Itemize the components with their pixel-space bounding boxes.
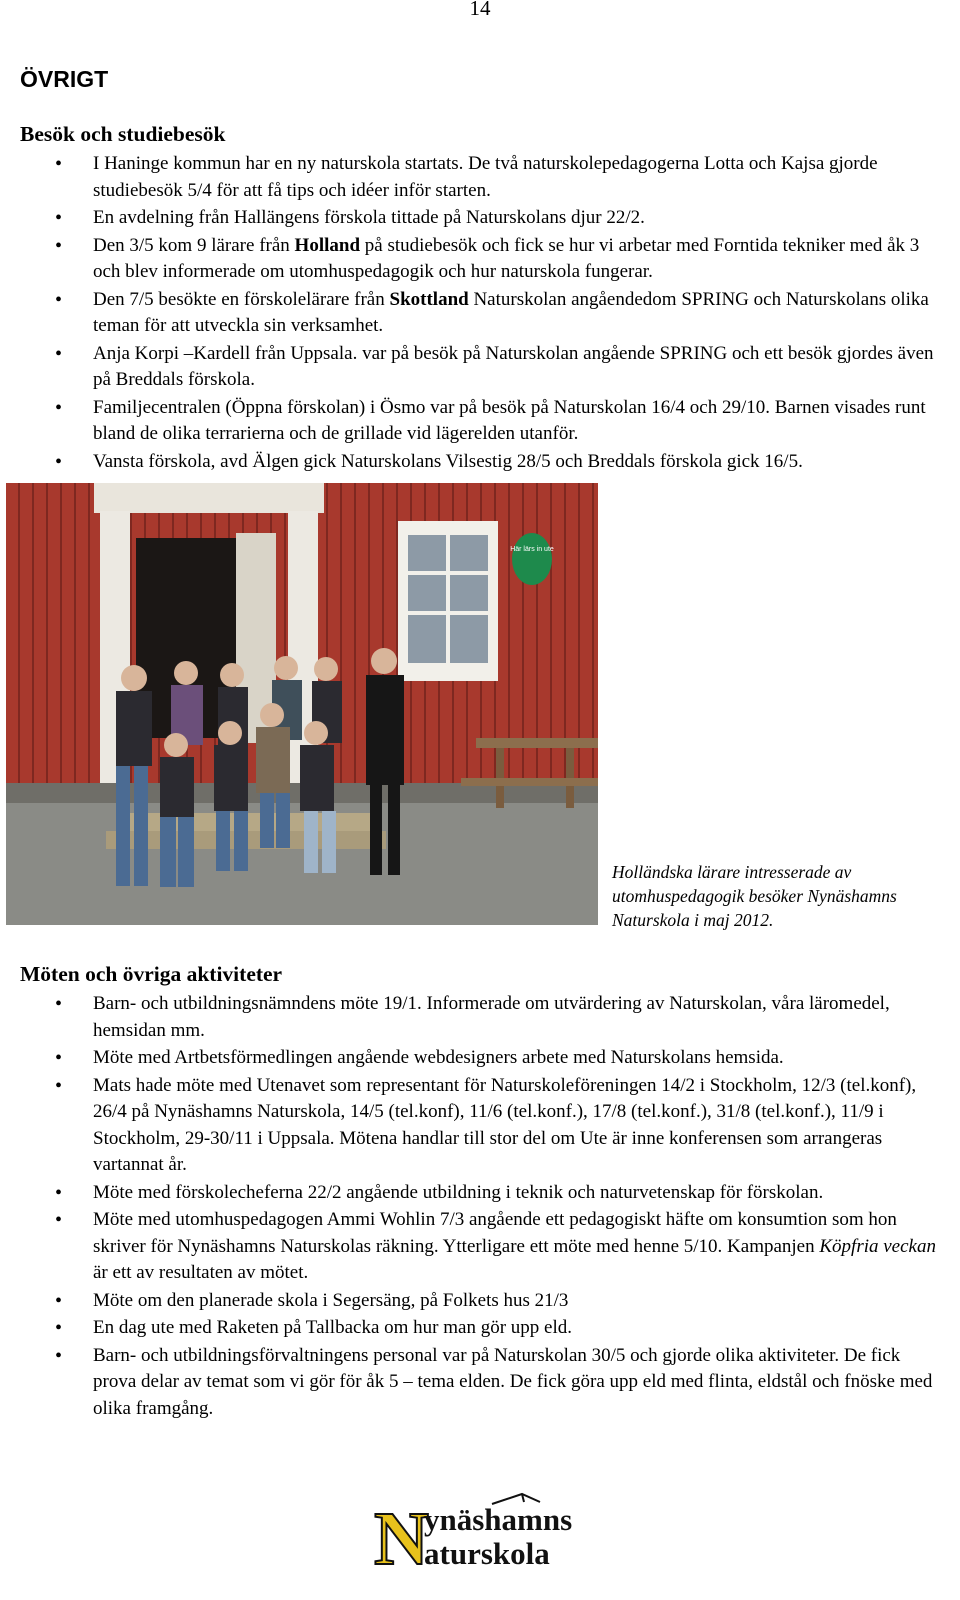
nynashamns-naturskola-logo <box>372 1490 602 1570</box>
list-item: • Familjecentralen (Öppna förskolan) i Ösmo var på besök på Naturskolan 16/4 och 29/10. Barnen visades runt bland de olika terrarierna och de grillade vid lägerelden utanför. <box>93 395 945 448</box>
group-photo <box>6 483 598 925</box>
visits-list <box>20 151 945 476</box>
meetings-list <box>20 991 945 1423</box>
list-item: • En dag ute med Raketen på Tallbacka om hur man gör upp eld. <box>93 1315 945 1342</box>
section-heading-meetings: Möten och övriga aktiviteter <box>20 962 283 986</box>
list-item: • Den 7/5 besökte en förskolelärare från Skottland Naturskolan angåendedom SPRING och Naturskolans olika teman för att utveckla sin verksamhet. <box>93 287 945 340</box>
list-item: • Barn- och utbildningsförvaltningens personal var på Naturskolan 30/5 och gjorde olika aktiviteter. De fick prova delar av temat som vi gör för åk 5 – tema elden. De fick göra upp eld med flinta, eldstål och fnöske med olika framgång. <box>93 1343 945 1423</box>
photo-caption: Holländska lärare intresserade av utomhuspedagogik besöker Nynäshamns Naturskola i maj 2012. <box>612 862 897 930</box>
list-item: • I Haninge kommun har en ny naturskola startats. De två naturskolepedagogerna Lotta och Kajsa gjorde studiebesök 5/4 för att få tips och idéer inför starten. <box>93 151 945 204</box>
page-number: 14 <box>469 0 491 20</box>
list-item: • Möte om den planerade skola i Segersäng, på Folkets hus 21/3 <box>93 1288 945 1315</box>
svg-text:aturskola: aturskola <box>424 1536 550 1570</box>
sign-text: Här lärs in ute <box>510 546 554 553</box>
list-item: • Vansta förskola, avd Älgen gick Naturskolans Vilsestig 28/5 och Breddals förskola gick 16/5. <box>93 449 945 476</box>
list-item: • Möte med utomhuspedagogen Ammi Wohlin 7/3 angående ett pedagogiskt häfte om konsumtion som hon skriver för Nynäshamns Naturskolas räkning. Ytterligare ett möte med henne 5/10. Kampanjen Köpfria veckan är ett av resultaten av mötet. <box>93 1207 945 1287</box>
section-heading-visits: Besök och studiebesök <box>20 122 226 146</box>
svg-text:N: N <box>374 1497 429 1570</box>
list-item: • En avdelning från Hallängens förskola tittade på Naturskolans djur 22/2. <box>93 205 945 232</box>
list-item: • Den 3/5 kom 9 lärare från Holland på studiebesök och fick se hur vi arbetar med Forntida tekniker med åk 3 och blev informerade om utomhuspedagogik och hur naturskola fungerar. <box>93 233 945 286</box>
list-item: • Barn- och utbildningsnämndens möte 19/1. Informerade om utvärdering av Naturskolan, våra läromedel, hemsidan mm. <box>93 991 945 1044</box>
list-item: • Anja Korpi –Kardell från Uppsala. var på besök på Naturskolan angående SPRING och ett besök gjordes även på Breddals förskola. <box>93 341 945 394</box>
list-item: • Mats hade möte med Utenavet som representant för Naturskoleföreningen 14/2 i Stockholm, 12/3 (tel.konf), 26/4 på Nynäshamns Naturskola, 14/5 (tel.konf), 11/6 (tel.konf.), 17/8 (tel.konf.), 31/8 (tel.konf.), 11/9 i Stockholm, 29-30/11 i Uppsala. Mötena handlar till stor del om Ute är inne konferensen som arrangeras vartannat år. <box>93 1073 945 1179</box>
svg-text:ynäshamns: ynäshamns <box>424 1502 573 1537</box>
list-item: • Möte med Artbetsförmedlingen angående webdesigners arbete med Naturskolans hemsida. <box>93 1045 945 1072</box>
list-item: • Möte med förskolecheferna 22/2 angående utbildning i teknik och naturvetenskap för förskolan. <box>93 1180 945 1207</box>
page-title: ÖVRIGT <box>20 66 109 92</box>
